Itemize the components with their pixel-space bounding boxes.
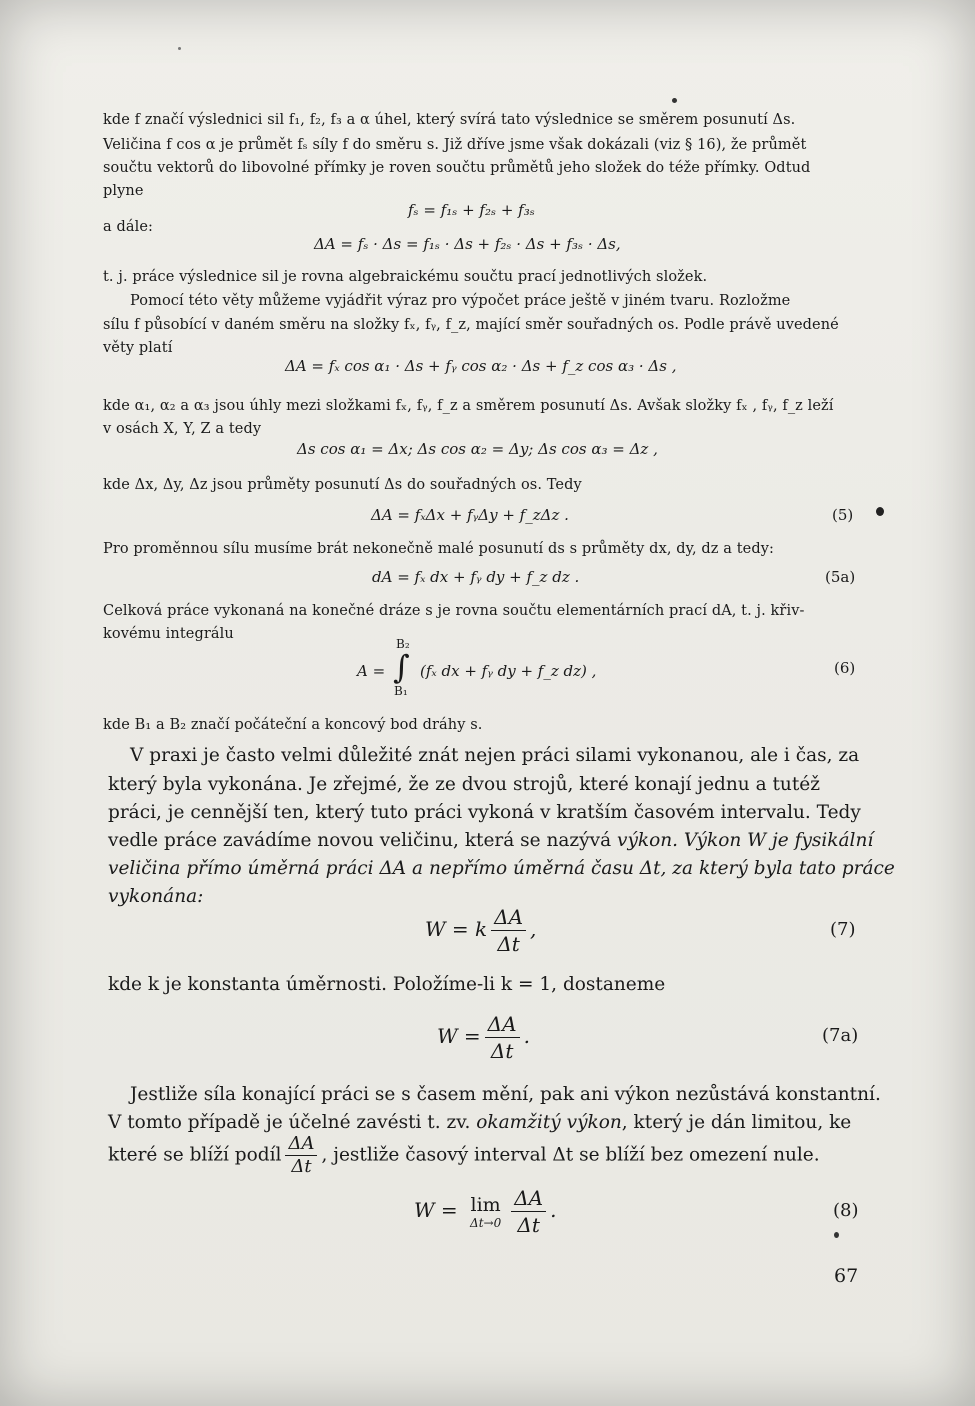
equation-5: ΔA = fₓΔx + fᵧΔy + f_zΔz . xyxy=(371,506,569,524)
fraction-denominator: Δt xyxy=(497,932,520,956)
text-line: součtu vektorů do libovolné přímky je roven součtu průmětů jeho složek do téže přímky. Odtud xyxy=(103,160,811,176)
fraction xyxy=(285,1134,317,1177)
text-line: Jestliže síla konající práci se s časem mění, pak ani výkon nezůstává konstantní. xyxy=(130,1084,881,1105)
text-line: v osách X, Y, Z a tedy xyxy=(103,421,262,437)
text-line: a dále: xyxy=(103,219,153,235)
limit-subscript: Δt→0 xyxy=(470,1215,502,1230)
text-line: práci, je cennější ten, který tuto práci vykoná v kratším časovém intervalu. Tedy xyxy=(108,802,861,823)
fraction-numerator: ΔA xyxy=(491,905,526,931)
equation-number: (8) xyxy=(833,1200,859,1221)
scan-speck xyxy=(672,98,677,103)
text-line: Celková práce vykonaná na konečné dráze s je rovna součtu elementárních prací dA, t. j. křiv- xyxy=(103,603,805,619)
equation-number: (5) xyxy=(832,506,854,524)
equation-number: (7) xyxy=(830,919,856,940)
integral-lower-limit: B₁ xyxy=(394,684,408,698)
equation-fs: fₛ = f₁ₛ + f₂ₛ + f₃ₛ xyxy=(408,201,535,219)
text-span: vedle práce zavádíme novou veličinu, která se nazývá xyxy=(108,830,617,851)
text-span-italic: okamžitý výkon xyxy=(476,1112,622,1133)
text-span: V tomto případě je účelné zavésti t. zv. xyxy=(108,1112,477,1133)
equation-7a-tail: . xyxy=(523,1024,530,1048)
equation-dA-cos: ΔA = fₓ cos α₁ · Δs + fᵧ cos α₂ · Δs + f_z cos α₃ · Δs , xyxy=(285,357,677,375)
equation-7a-lhs: W = xyxy=(437,1024,481,1048)
scan-speck xyxy=(178,47,181,50)
text-line: který byla vykonána. Je zřejmé, že ze dvou strojů, které konají jednu a tutéž xyxy=(108,774,820,795)
text-span: , který je dán limitou, ke xyxy=(621,1112,852,1133)
text-line: kde Δx, Δy, Δz jsou průměty posunutí Δs do souřadných os. Tedy xyxy=(103,477,582,493)
equation-dA-sum: ΔA = fₛ · Δs = f₁ₛ · Δs + f₂ₛ · Δs + f₃ₛ · Δs, xyxy=(314,235,621,253)
equation-7-tail: , xyxy=(530,917,537,941)
equation-8-lhs: W = xyxy=(414,1198,458,1222)
integral-sign-icon: ∫ xyxy=(393,648,410,686)
equation-number: (5a) xyxy=(825,568,856,586)
limit-label: lim xyxy=(470,1193,501,1216)
text-line: plyne xyxy=(103,183,144,199)
page-number: 67 xyxy=(834,1265,859,1287)
fraction xyxy=(511,1186,546,1237)
fraction-denominator: Δt xyxy=(291,1156,312,1177)
equation-8-tail: . xyxy=(550,1198,557,1222)
fraction-denominator: Δt xyxy=(490,1039,514,1063)
equation-number: (6) xyxy=(834,659,856,677)
equation-number: (7a) xyxy=(822,1025,859,1046)
text-line: kde f značí výslednici sil f₁, f₂, f₃ a α úhel, který svírá tato výslednice se směrem posunutí Δs. xyxy=(103,112,796,128)
text-line: V praxi je často velmi důležité znát nejen práci silami vykonanou, ale i čas, za xyxy=(130,745,860,766)
text-line: Pomocí této věty můžeme vyjádřit výraz pro výpočet práce ještě v jiném tvaru. Rozložme xyxy=(130,293,791,309)
text-line: kde B₁ a B₂ značí počáteční a koncový bod dráhy s. xyxy=(103,717,483,733)
equation-6-integrand: (fₓ dx + fᵧ dy + f_z dz) , xyxy=(420,662,597,680)
text-line: kde α₁, α₂ a α₃ jsou úhly mezi složkami fₓ, fᵧ, f_z a směrem posunutí Δs. Avšak složky fₓ , fᵧ, f_z leží xyxy=(103,398,834,414)
equation-8 xyxy=(414,1186,556,1237)
text-line: t. j. práce výslednice sil je rovna algebraickému součtu prací jednotlivých složek. xyxy=(103,269,708,285)
equation-7-lhs: W = k xyxy=(425,917,488,941)
text-line: veličina přímo úměrná práci ΔA a nepřímo úměrná času Δt, za který byla tato práce xyxy=(108,858,895,879)
text-line xyxy=(108,826,873,855)
text-span: , jestliže časový interval Δt se blíží bez omezení nule. xyxy=(321,1144,820,1166)
text-span: které se blíží podíl xyxy=(108,1144,282,1166)
text-span-italic: výkon. Výkon W je fysikální xyxy=(617,830,874,851)
integral-upper-limit: B₂ xyxy=(396,637,410,651)
fraction xyxy=(491,905,526,956)
scan-speck xyxy=(834,1232,839,1238)
scan-speck xyxy=(876,507,884,516)
equation-7a xyxy=(437,1012,530,1063)
equation-6-lhs: A = xyxy=(357,662,386,680)
text-line: věty platí xyxy=(103,340,173,356)
text-line: Veličina f cos α je průmět fₛ síly f do směru s. Již dříve jsme však dokázali (viz § 16), že průmět xyxy=(103,137,807,153)
limit-operator xyxy=(470,1194,501,1230)
fraction-numerator: ΔA xyxy=(511,1186,546,1212)
text-line: sílu f působící v daném směru na složky fₓ, fᵧ, f_z, mající směr souřadných os. Podle právě uvedené xyxy=(103,317,839,333)
text-line xyxy=(108,1108,851,1137)
text-line xyxy=(108,1134,820,1177)
fraction xyxy=(485,1012,520,1063)
text-line: vykonána: xyxy=(108,886,204,907)
fraction-numerator: ΔA xyxy=(485,1012,520,1038)
fraction-numerator: ΔA xyxy=(285,1134,317,1156)
text-line: kovému integrálu xyxy=(103,626,234,642)
text-line: Pro proměnnou sílu musíme brát nekonečně malé posunutí ds s průměty dx, dy, dz a tedy: xyxy=(103,541,774,557)
equation-projections: Δs cos α₁ = Δx; Δs cos α₂ = Δy; Δs cos α₃ = Δz , xyxy=(297,440,658,458)
text-line: kde k je konstanta úměrnosti. Položíme-li k = 1, dostaneme xyxy=(108,974,666,995)
equation-7 xyxy=(425,905,536,956)
fraction-denominator: Δt xyxy=(517,1213,540,1237)
equation-5a: dA = fₓ dx + fᵧ dy + f_z dz . xyxy=(372,568,580,586)
